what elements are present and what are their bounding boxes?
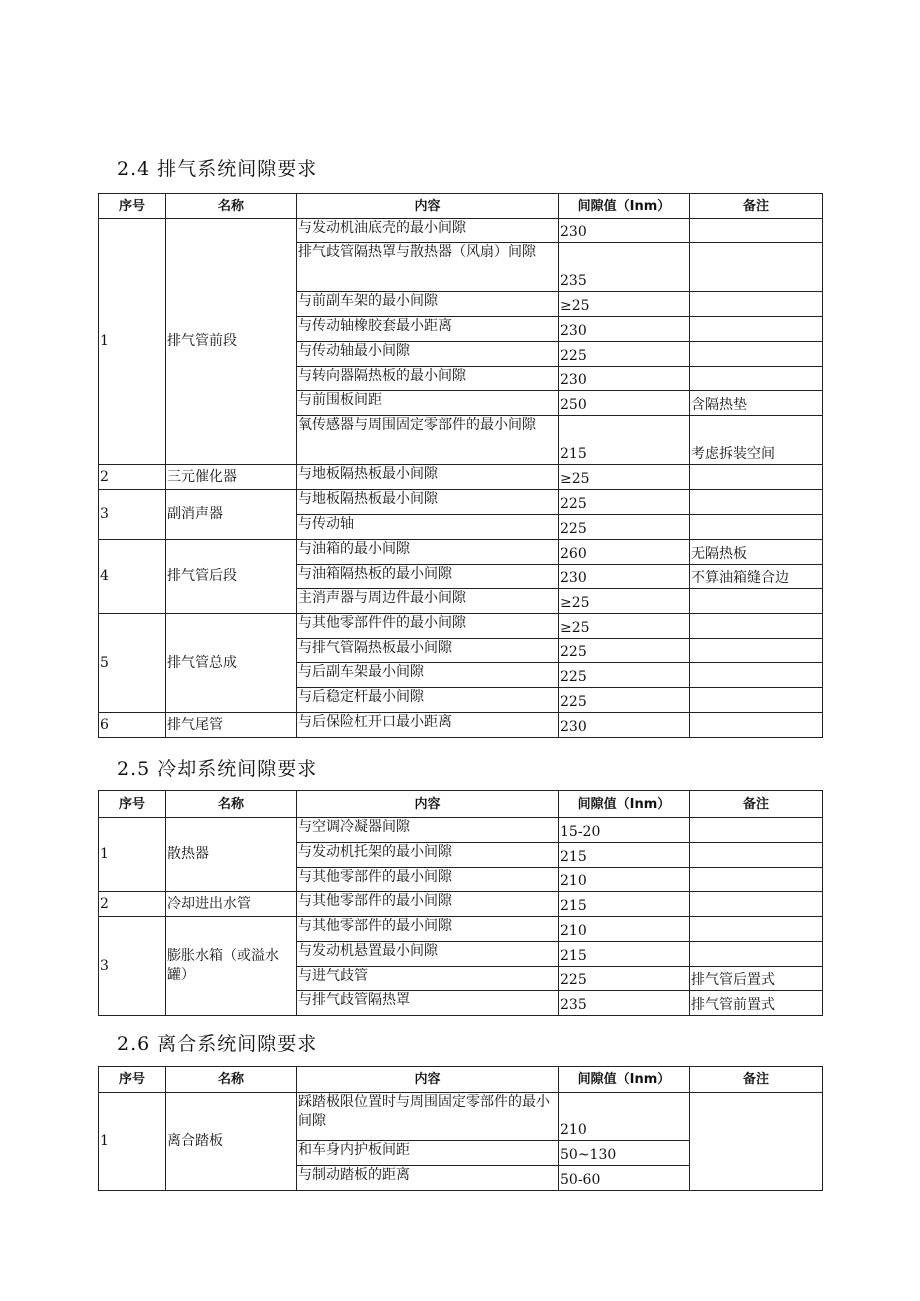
clearance-content: 与油箱的最小间隙 xyxy=(297,540,559,565)
clearance-content: 与排气歧管隔热罩 xyxy=(297,991,559,1016)
clearance-value: ≥25 xyxy=(559,614,690,639)
clearance-content: 与传动轴橡胶套最小距离 xyxy=(297,317,559,342)
header-content: 内容 xyxy=(297,194,559,219)
component-name: 离合踏板 xyxy=(166,1093,297,1191)
clearance-value: 230 xyxy=(559,565,690,589)
clearance-content: 与制动踏板的距离 xyxy=(297,1166,559,1191)
clearance-content: 与转向器隔热板的最小间隙 xyxy=(297,367,559,391)
section-title-cooling: 2.5 冷却系统间隙要求 xyxy=(117,758,318,780)
table-row xyxy=(99,818,823,843)
clearance-content: 与前围板间距 xyxy=(297,391,559,416)
clearance-note xyxy=(690,219,823,243)
header-name: 名称 xyxy=(166,1067,297,1093)
header-value: 间隙值（Inm） xyxy=(559,791,690,818)
clearance-content: 与空调冷凝器间隙 xyxy=(297,818,559,843)
clearance-note xyxy=(690,243,823,292)
clearance-note xyxy=(690,342,823,367)
clearance-note: 排气管后置式 xyxy=(690,967,823,991)
table-row xyxy=(99,917,823,942)
clearance-note xyxy=(690,292,823,317)
clearance-note: 含隔热垫 xyxy=(690,391,823,416)
clearance-content: 与传动轴 xyxy=(297,515,559,540)
clearance-note: 排气管前置式 xyxy=(690,991,823,1016)
header-note: 备注 xyxy=(690,1067,823,1093)
clearance-content: 与地板隔热板最小间隙 xyxy=(297,465,559,490)
row-number: 3 xyxy=(99,490,166,540)
clearance-note xyxy=(690,688,823,713)
clearance-content: 与地板隔热板最小间隙 xyxy=(297,490,559,515)
clearance-note xyxy=(690,639,823,663)
clearance-value: 235 xyxy=(559,243,690,292)
clearance-content: 氧传感器与周围固定零部件的最小间隙 xyxy=(297,416,559,465)
clearance-note xyxy=(690,942,823,967)
clearance-value: 210 xyxy=(559,868,690,892)
clearance-value: 225 xyxy=(559,342,690,367)
clearance-value: 50-60 xyxy=(559,1166,690,1191)
exhaust-clearance-table xyxy=(98,193,823,738)
clearance-note: 不算油箱缝合边 xyxy=(690,565,823,589)
clearance-value: 215 xyxy=(559,843,690,868)
header-content: 内容 xyxy=(297,791,559,818)
clearance-value: 235 xyxy=(559,991,690,1016)
section-title-exhaust: 2.4 排气系统间隙要求 xyxy=(117,158,318,180)
clearance-content: 与油箱隔热板的最小间隙 xyxy=(297,565,559,589)
component-name: 排气管前段 xyxy=(166,219,297,465)
table-header-row xyxy=(99,194,823,219)
clearance-note xyxy=(690,818,823,843)
header-no: 序号 xyxy=(99,194,166,219)
clearance-value: ≥25 xyxy=(559,465,690,490)
clearance-note xyxy=(690,614,823,639)
component-name: 排气管后段 xyxy=(166,540,297,614)
clearance-content: 与传动轴最小间隙 xyxy=(297,342,559,367)
clearance-content: 和车身内护板间距 xyxy=(297,1141,559,1166)
row-number: 1 xyxy=(99,219,166,465)
component-name: 排气尾管 xyxy=(166,713,297,738)
row-number: 3 xyxy=(99,917,166,1016)
clearance-value: 250 xyxy=(559,391,690,416)
clearance-note: 无隔热板 xyxy=(690,540,823,565)
clearance-value: 225 xyxy=(559,515,690,540)
clearance-note xyxy=(690,317,823,342)
clearance-value: 225 xyxy=(559,663,690,688)
clearance-content: 踩踏极限位置时与周围固定零部件的最小间隙 xyxy=(297,1093,559,1141)
header-name: 名称 xyxy=(166,791,297,818)
clearance-content: 与其他零部件的最小间隙 xyxy=(297,892,559,917)
row-number: 2 xyxy=(99,465,166,490)
clearance-value: 230 xyxy=(559,367,690,391)
row-number: 5 xyxy=(99,614,166,713)
clearance-note xyxy=(690,917,823,942)
table-header-row xyxy=(99,791,823,818)
clearance-content: 主消声器与周边件最小间隙 xyxy=(297,589,559,614)
clearance-content: 与其他零部件的最小间隙 xyxy=(297,917,559,942)
table-row xyxy=(99,465,823,490)
table-row xyxy=(99,540,823,565)
clearance-content: 与后副车架最小间隙 xyxy=(297,663,559,688)
clearance-content: 与排气管隔热板最小间隙 xyxy=(297,639,559,663)
clutch-clearance-table xyxy=(98,1066,823,1191)
clearance-value: 230 xyxy=(559,713,690,738)
component-name: 排气管总成 xyxy=(166,614,297,713)
table-row xyxy=(99,1093,823,1141)
table-row xyxy=(99,892,823,917)
clearance-note xyxy=(690,367,823,391)
header-no: 序号 xyxy=(99,1067,166,1093)
row-number: 6 xyxy=(99,713,166,738)
clearance-value: 215 xyxy=(559,416,690,465)
clearance-value: ≥25 xyxy=(559,589,690,614)
cooling-clearance-table xyxy=(98,790,823,1016)
clearance-value: 215 xyxy=(559,942,690,967)
header-content: 内容 xyxy=(297,1067,559,1093)
row-number: 2 xyxy=(99,892,166,917)
clearance-content: 与后保险杠开口最小距离 xyxy=(297,713,559,738)
clearance-value: ≥25 xyxy=(559,292,690,317)
clearance-value: 225 xyxy=(559,490,690,515)
header-no: 序号 xyxy=(99,791,166,818)
clearance-value: 210 xyxy=(559,1093,690,1141)
clearance-value: 230 xyxy=(559,219,690,243)
clearance-note xyxy=(690,663,823,688)
clearance-content: 与发动机托架的最小间隙 xyxy=(297,843,559,868)
clearance-value: 225 xyxy=(559,967,690,991)
row-number: 1 xyxy=(99,818,166,892)
clearance-note xyxy=(690,868,823,892)
clearance-note xyxy=(690,843,823,868)
header-value: 间隙值（Inm） xyxy=(559,1067,690,1093)
table-row xyxy=(99,219,823,243)
clearance-value: 210 xyxy=(559,917,690,942)
header-name: 名称 xyxy=(166,194,297,219)
clearance-note xyxy=(690,1093,823,1191)
header-note: 备注 xyxy=(690,194,823,219)
clearance-value: 230 xyxy=(559,317,690,342)
clearance-note: 考虑拆装空间 xyxy=(690,416,823,465)
table-row xyxy=(99,490,823,515)
clearance-note xyxy=(690,515,823,540)
component-name: 散热器 xyxy=(166,818,297,892)
clearance-content: 与发动机油底壳的最小间隙 xyxy=(297,219,559,243)
row-number: 4 xyxy=(99,540,166,614)
clearance-value: 225 xyxy=(559,639,690,663)
table-header-row xyxy=(99,1067,823,1093)
clearance-content: 与发动机悬置最小间隙 xyxy=(297,942,559,967)
clearance-content: 与进气歧管 xyxy=(297,967,559,991)
clearance-note xyxy=(690,589,823,614)
component-name: 冷却进出水管 xyxy=(166,892,297,917)
clearance-value: 225 xyxy=(559,688,690,713)
row-number: 1 xyxy=(99,1093,166,1191)
clearance-value: 15-20 xyxy=(559,818,690,843)
clearance-note xyxy=(690,713,823,738)
clearance-content: 与后稳定杆最小间隙 xyxy=(297,688,559,713)
clearance-note xyxy=(690,465,823,490)
clearance-content: 与其他零部件的最小间隙 xyxy=(297,868,559,892)
clearance-content: 与前副车架的最小间隙 xyxy=(297,292,559,317)
clearance-value: 260 xyxy=(559,540,690,565)
section-title-clutch: 2.6 离合系统间隙要求 xyxy=(117,1033,318,1055)
header-value: 间隙值（Inm） xyxy=(559,194,690,219)
clearance-value: 215 xyxy=(559,892,690,917)
header-note: 备注 xyxy=(690,791,823,818)
clearance-value: 50~130 xyxy=(559,1141,690,1166)
clearance-content: 排气歧管隔热罩与散热器（风扇）间隙 xyxy=(297,243,559,292)
table-row xyxy=(99,614,823,639)
table-row xyxy=(99,713,823,738)
clearance-note xyxy=(690,490,823,515)
component-name: 三元催化器 xyxy=(166,465,297,490)
component-name: 膨胀水箱（或溢水罐） xyxy=(166,917,297,1016)
component-name: 副消声器 xyxy=(166,490,297,540)
clearance-content: 与其他零部件件的最小间隙 xyxy=(297,614,559,639)
clearance-note xyxy=(690,892,823,917)
